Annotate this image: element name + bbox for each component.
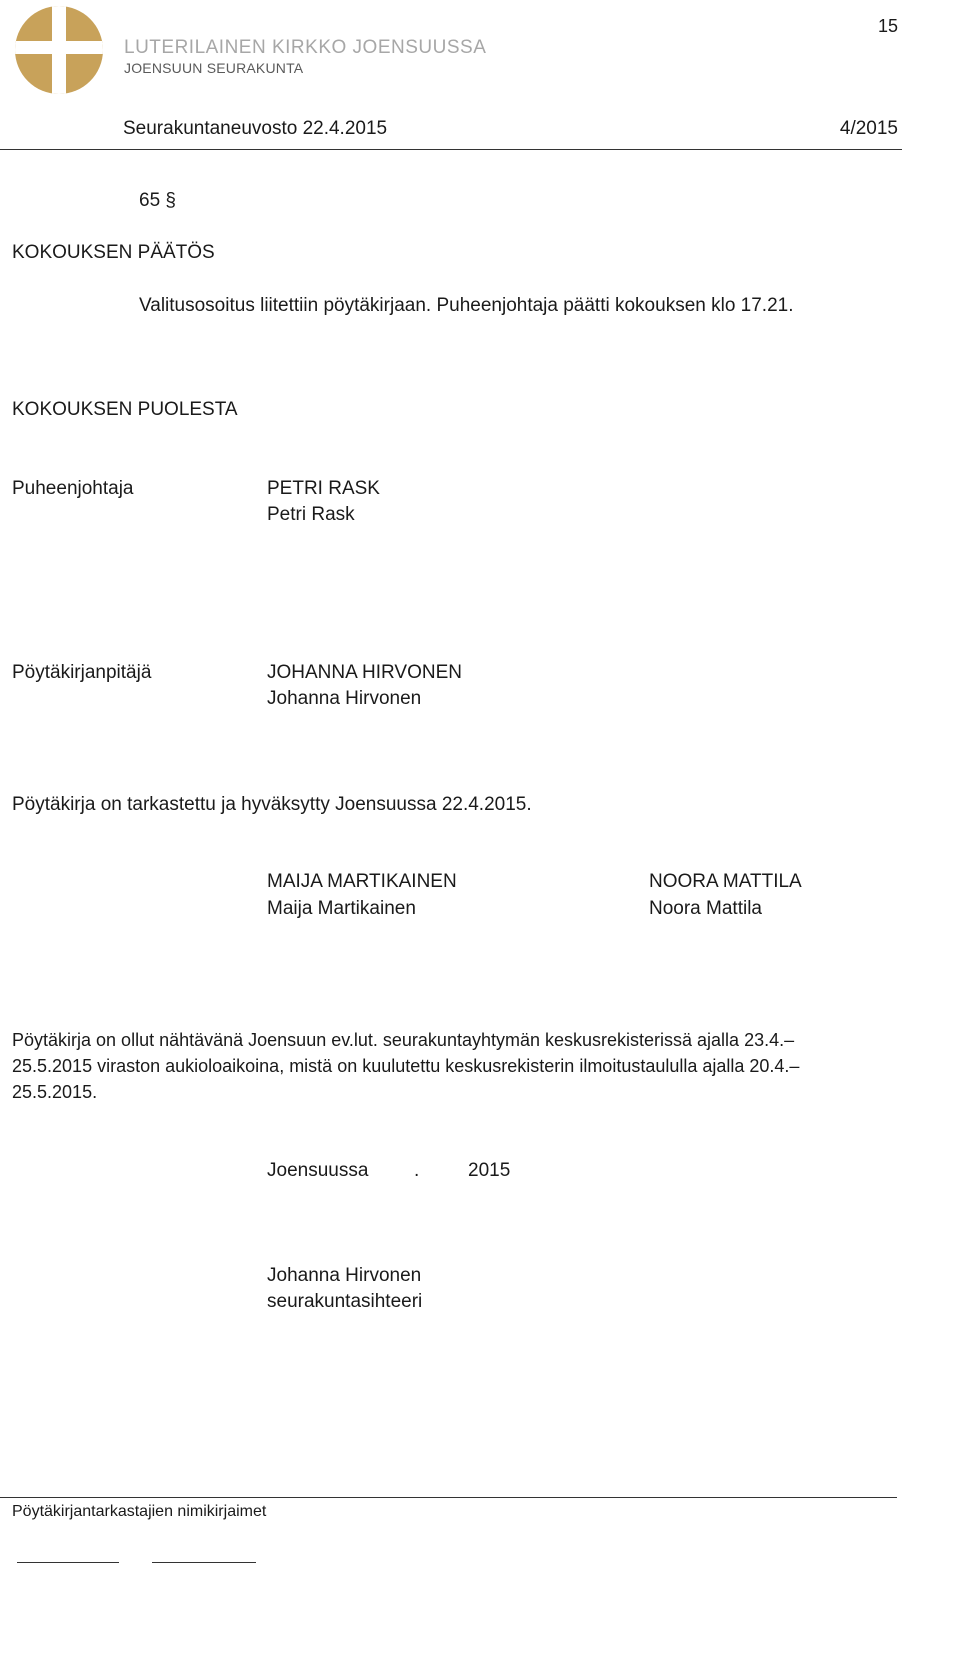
cross-logo-icon <box>14 5 104 95</box>
certificate-dot: . <box>414 1160 420 1181</box>
chair-role: Puheenjohtaja <box>12 478 134 499</box>
section-number: 65 § <box>139 190 176 211</box>
initials-label: Pöytäkirjantarkastajien nimikirjaimet <box>12 1503 267 1520</box>
logo-org-subname: JOENSUUN SEURAKUNTA <box>124 60 304 76</box>
chair-name: Petri Rask <box>267 504 355 525</box>
display-line-2: 25.5.2015 viraston aukioloaikoina, mistä on kuulutettu keskusrekisterin ilmoitustaululla ajalla 20.4.– <box>12 1056 800 1076</box>
chair-name-caps: PETRI RASK <box>267 478 380 499</box>
certificate-year: 2015 <box>468 1160 511 1181</box>
page-number: 15 <box>877 16 898 36</box>
secretary-name-caps: JOHANNA HIRVONEN <box>267 662 462 683</box>
secretary-name: Johanna Hirvonen <box>267 688 422 709</box>
section-heading: KOKOUKSEN PÄÄTÖS <box>12 242 215 263</box>
display-line-3: 25.5.2015. <box>12 1082 98 1102</box>
checker2-name-caps: NOORA MATTILA <box>649 871 802 892</box>
checker1-name-caps: MAIJA MARTIKAINEN <box>267 871 457 892</box>
logo-org-name: LUTERILAINEN KIRKKO JOENSUUSSA <box>124 37 487 58</box>
header-divider <box>0 149 902 150</box>
initials-line-1 <box>17 1562 119 1563</box>
logo <box>14 5 104 95</box>
certificate-signer-title: seurakuntasihteeri <box>267 1291 423 1312</box>
decision-text: Valitusosoitus liitettiin pöytäkirjaan. Puheenjohtaja päätti kokouksen klo 17.21. <box>139 295 794 316</box>
footer-divider <box>0 1497 897 1498</box>
checker2-name: Noora Mattila <box>649 898 762 919</box>
issue-number: 4/2015 <box>839 118 898 139</box>
initials-line-2 <box>152 1562 256 1563</box>
certificate-signer-name: Johanna Hirvonen <box>267 1265 422 1286</box>
checker1-name: Maija Martikainen <box>267 898 416 919</box>
display-line-1: Pöytäkirja on ollut nähtävänä Joensuun ev.lut. seurakuntayhtymän keskusrekisterissä ajalla 23.4.– <box>12 1030 795 1050</box>
signatures-heading: KOKOUKSEN PUOLESTA <box>12 399 238 420</box>
secretary-role: Pöytäkirjanpitäjä <box>12 662 152 683</box>
meeting-title: Seurakuntaneuvosto 22.4.2015 <box>123 118 388 139</box>
certificate-place: Joensuussa <box>267 1160 369 1181</box>
verification-text: Pöytäkirja on tarkastettu ja hyväksytty Joensuussa 22.4.2015. <box>12 794 532 815</box>
